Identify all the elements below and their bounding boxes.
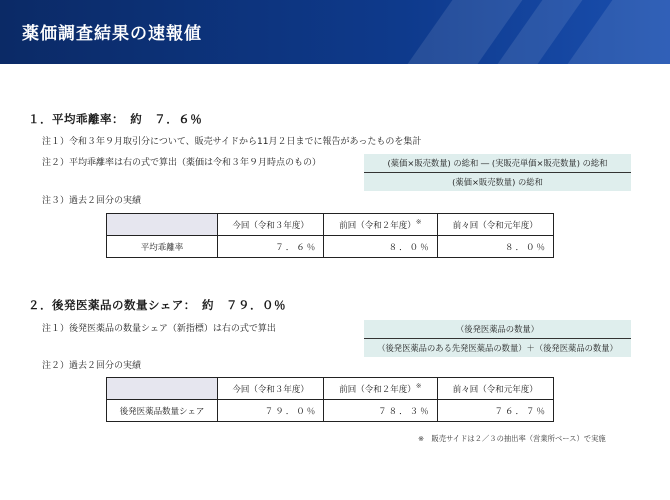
table-row-label: 後発医薬品数量シェア bbox=[107, 400, 218, 422]
table-row bbox=[107, 400, 554, 422]
table-cell-before-previous: ７６．７％ bbox=[437, 400, 553, 422]
section2-heading: ２．後発医薬品の数量シェア： 約 ７９．０％ bbox=[28, 298, 287, 312]
section2-formula bbox=[364, 320, 631, 357]
table-header-row bbox=[107, 214, 554, 236]
table-header-previous: 前回（令和２年度）※ bbox=[324, 378, 437, 400]
section1-note1: 注１）令和３年９月取引分について、販売サイドから11月２日までに報告があったものを集計 bbox=[42, 137, 422, 147]
table-corner-cell bbox=[107, 378, 218, 400]
table-row bbox=[107, 236, 554, 258]
table-header-before-previous: 前々回（令和元年度） bbox=[437, 378, 553, 400]
asterisk-mark: ※ bbox=[415, 382, 422, 391]
section1-note2: 注２）平均乖離率は右の式で算出（薬価は令和３年９月時点のもの） bbox=[42, 158, 322, 168]
section1-table bbox=[106, 213, 554, 258]
table-cell-before-previous: ８．０％ bbox=[437, 236, 553, 258]
table-cell-current: ７．６％ bbox=[218, 236, 324, 258]
section1-heading: １．平均乖離率： 約 ７．６％ bbox=[28, 112, 203, 126]
section2-note2: 注２）過去２回分の実績 bbox=[42, 361, 142, 371]
table-cell-current: ７９．０％ bbox=[218, 400, 324, 422]
section1-note3: 注３）過去２回分の実績 bbox=[42, 196, 142, 206]
table-header-before-previous: 前々回（令和元年度） bbox=[437, 214, 553, 236]
formula-denominator: （後発医薬品のある先発医薬品の数量）＋（後発医薬品の数量） bbox=[377, 343, 618, 353]
table-cell-previous: ８．０％ bbox=[324, 236, 437, 258]
formula-numerator: (薬価×販売数量) の総和 ― (実販売単価×販売数量) の総和 bbox=[364, 154, 631, 173]
footnote: ※ 販売サイドは２／３の抽出率（営業所ベース）で実施 bbox=[418, 434, 606, 443]
formula-numerator: （後発医薬品の数量） bbox=[364, 320, 631, 339]
header-banner bbox=[0, 0, 670, 64]
table-header-current: 今回（令和３年度） bbox=[218, 378, 324, 400]
formula-denominator: (薬価×販売数量) の総和 bbox=[452, 177, 543, 187]
section2-note1: 注１）後発医薬品の数量シェア（新指標）は右の式で算出 bbox=[42, 324, 276, 334]
table-row-label: 平均乖離率 bbox=[107, 236, 218, 258]
table-cell-previous: ７８．３％ bbox=[324, 400, 437, 422]
table-header-current: 今回（令和３年度） bbox=[218, 214, 324, 236]
section1-formula bbox=[364, 154, 631, 191]
table-corner-cell bbox=[107, 214, 218, 236]
asterisk-mark: ※ bbox=[415, 218, 422, 227]
page-title: 薬価調査結果の速報値 bbox=[22, 24, 202, 44]
table-header-row bbox=[107, 378, 554, 400]
section2-table bbox=[106, 377, 554, 422]
table-header-previous: 前回（令和２年度）※ bbox=[324, 214, 437, 236]
banner-stripe bbox=[568, 0, 670, 64]
